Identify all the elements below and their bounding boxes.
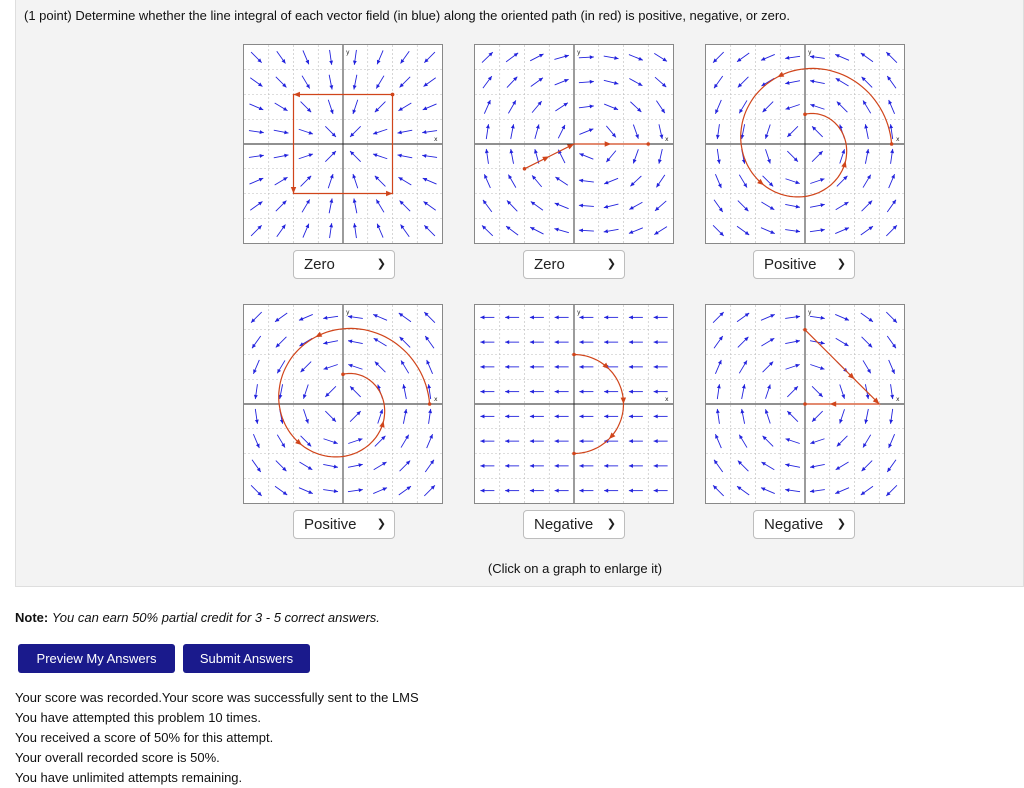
vector-arrowhead xyxy=(330,110,334,114)
vector-arrowhead xyxy=(348,340,352,344)
status-line: Your score was recorded.Your score was successfully sent to the LMS xyxy=(15,690,419,705)
chevron-down-icon: ❯ xyxy=(606,518,616,530)
vector-arrowhead xyxy=(796,229,800,233)
vector-arrowhead xyxy=(629,390,633,394)
vector-arrowhead xyxy=(810,80,814,84)
vector-arrowhead xyxy=(719,208,723,212)
vector-arrowhead xyxy=(309,153,313,157)
vector-arrowhead xyxy=(555,340,559,344)
vector-arrowhead xyxy=(480,414,484,418)
vector-arrowhead xyxy=(404,409,408,413)
vector-arrowhead xyxy=(654,439,658,443)
vector-arrowhead xyxy=(579,228,583,232)
vector-arrowhead xyxy=(785,81,789,85)
vector-arrowhead xyxy=(765,134,769,138)
graph-1-plot xyxy=(244,45,442,243)
y-axis-label: y xyxy=(577,49,581,56)
vector-arrowhead xyxy=(796,315,800,319)
chevron-down-icon: ❯ xyxy=(376,258,386,270)
vector-arrowhead xyxy=(352,110,356,114)
vector-arrowhead xyxy=(654,315,658,319)
vector-arrowhead xyxy=(510,149,514,153)
vector-arrowhead xyxy=(629,489,633,493)
vector-arrowhead xyxy=(785,488,789,492)
vector-arrowhead xyxy=(348,364,352,368)
chevron-down-icon: ❯ xyxy=(606,258,616,270)
vector-arrowhead xyxy=(282,59,286,63)
vector-arrowhead xyxy=(742,384,746,388)
vector-arrowhead xyxy=(505,390,509,394)
vector-arrowhead xyxy=(398,154,402,158)
vector-arrowhead xyxy=(839,419,843,423)
graph-6[interactable] xyxy=(705,304,905,504)
vector-arrowhead xyxy=(260,154,264,158)
vector-arrowhead xyxy=(604,414,608,418)
vector-arrowhead xyxy=(333,440,337,444)
vector-arrowhead xyxy=(399,313,403,317)
path-end-point xyxy=(341,373,345,377)
answer-select-5[interactable] xyxy=(523,510,625,539)
vector-arrowhead xyxy=(820,203,824,207)
graph-2-plot xyxy=(475,45,673,243)
vector-arrowhead xyxy=(555,464,559,468)
path-direction-arrow xyxy=(621,397,626,404)
x-axis-label: x xyxy=(665,136,669,143)
vector-arrowhead xyxy=(795,364,799,368)
vector-arrowhead xyxy=(821,316,825,320)
path-direction-arrow xyxy=(386,191,392,196)
vector-arrowhead xyxy=(480,489,484,493)
vector-arrowhead xyxy=(358,438,362,442)
path-start-point xyxy=(803,328,807,332)
chevron-down-icon: ❯ xyxy=(836,518,846,530)
vector-arrowhead xyxy=(629,414,633,418)
vector-arrowhead xyxy=(890,149,894,153)
vector-arrowhead xyxy=(334,489,338,493)
path-end-point xyxy=(803,402,807,406)
vector-arrowhead xyxy=(505,315,509,319)
vector-arrowhead xyxy=(579,315,583,319)
vector-arrowhead xyxy=(889,420,893,424)
vector-arrowhead xyxy=(579,489,583,493)
vector-arrowhead xyxy=(864,124,868,128)
vector-arrowhead xyxy=(530,414,534,418)
path-end-point xyxy=(572,452,576,456)
x-axis-label: x xyxy=(665,396,669,403)
vector-arrowhead xyxy=(629,365,633,369)
vector-arrowhead xyxy=(530,489,534,493)
vector-arrowhead xyxy=(887,468,891,472)
vector-arrowhead xyxy=(424,202,428,206)
vector-arrowhead xyxy=(654,390,658,394)
vector-arrowhead xyxy=(402,384,406,388)
vector-arrowhead xyxy=(275,318,279,322)
vector-arrowhead xyxy=(716,409,720,413)
vector-arrowhead xyxy=(786,106,790,110)
vector-arrowhead xyxy=(604,340,608,344)
path-start-point xyxy=(572,353,576,357)
vector-arrowhead xyxy=(488,76,492,80)
vector-arrowhead xyxy=(323,316,327,320)
vector-arrowhead xyxy=(820,341,824,345)
question-body: Determine whether the line integral of each vector field (in blue) along the oriented path (in red) is positive, negative, or zero. xyxy=(75,8,790,23)
vector-arrowhead xyxy=(483,200,487,204)
chevron-down-icon: ❯ xyxy=(376,518,386,530)
vector-arrowhead xyxy=(841,394,845,398)
answer-select-4[interactable] xyxy=(293,510,395,539)
vector-arrowhead xyxy=(869,226,873,230)
graph-5[interactable] xyxy=(474,304,674,504)
vector-arrowhead xyxy=(579,414,583,418)
vector-arrowhead xyxy=(796,340,800,344)
note-text: You can earn 50% partial credit for 3 - 5 correct answers. xyxy=(51,610,380,625)
vector-arrowhead xyxy=(353,223,357,227)
vector-arrowhead xyxy=(579,340,583,344)
vector-arrowhead xyxy=(890,395,894,399)
vector-arrowhead xyxy=(329,61,333,65)
question-points: (1 point) xyxy=(24,8,72,23)
vector-arrowhead xyxy=(810,104,814,108)
path-start-point xyxy=(523,167,527,171)
vector-arrowhead xyxy=(785,463,789,467)
vector-arrowhead xyxy=(563,103,567,107)
vector-arrowhead xyxy=(796,205,800,209)
vector-arrowhead xyxy=(555,365,559,369)
vector-arrowhead xyxy=(424,83,428,87)
vector-arrowhead xyxy=(579,365,583,369)
vector-arrowhead xyxy=(635,134,639,138)
path-direction-arrow xyxy=(294,92,300,97)
y-axis-label: y xyxy=(577,309,581,316)
vector-arrowhead xyxy=(352,174,356,178)
vector-arrowhead xyxy=(654,414,658,418)
vector-arrowhead xyxy=(629,464,633,468)
vector-arrowhead xyxy=(329,223,333,227)
vector-arrowhead xyxy=(810,489,814,493)
answer-select-6-value: Negative xyxy=(764,516,824,533)
vector-arrowhead xyxy=(373,131,377,135)
vector-arrowhead xyxy=(866,149,870,153)
answer-select-1-value: Zero xyxy=(304,256,335,273)
vector-arrowhead xyxy=(530,340,534,344)
vector-arrowhead xyxy=(864,419,868,423)
graph-4-plot xyxy=(244,305,442,503)
vector-arrowhead xyxy=(359,488,363,492)
vector-arrowhead xyxy=(555,489,559,493)
vector-arrowhead xyxy=(633,159,637,163)
vector-arrowhead xyxy=(480,439,484,443)
vector-arrowhead xyxy=(604,205,608,209)
vector-arrowhead xyxy=(480,315,484,319)
vector-arrowhead xyxy=(358,463,362,467)
vector-arrowhead xyxy=(719,336,723,340)
vector-arrowhead xyxy=(373,153,377,157)
status-line: Your overall recorded score is 50%. xyxy=(15,750,220,765)
vector-arrowhead xyxy=(717,160,721,164)
vector-arrowhead xyxy=(258,202,262,206)
vector-arrowhead xyxy=(284,130,288,134)
vector-arrowhead xyxy=(258,83,262,87)
vector-arrowhead xyxy=(861,491,865,495)
vector-arrowhead xyxy=(486,124,490,128)
vector-arrowhead xyxy=(505,414,509,418)
score-status xyxy=(15,688,419,788)
vector-arrowhead xyxy=(654,365,658,369)
vector-arrowhead xyxy=(257,468,261,472)
vector-arrowhead xyxy=(869,318,873,322)
vector-arrowhead xyxy=(539,78,543,82)
vector-arrowhead xyxy=(604,464,608,468)
status-line: You received a score of 50% for this attempt. xyxy=(15,730,274,745)
vector-arrowhead xyxy=(866,395,870,399)
vector-arrowhead xyxy=(810,465,814,469)
graph-6-plot xyxy=(706,305,904,503)
path-end-point xyxy=(803,113,807,117)
vector-arrowhead xyxy=(505,489,509,493)
answer-select-2-value: Zero xyxy=(534,256,565,273)
vector-arrowhead xyxy=(284,154,288,158)
vector-arrowhead xyxy=(505,340,509,344)
vector-arrowhead xyxy=(353,61,357,65)
vector-arrowhead xyxy=(530,464,534,468)
vector-arrowhead xyxy=(604,390,608,394)
vector-arrowhead xyxy=(604,229,608,233)
x-axis-label: x xyxy=(434,136,438,143)
vector-arrowhead xyxy=(480,365,484,369)
vector-arrowhead xyxy=(604,315,608,319)
vector-arrowhead xyxy=(590,55,594,59)
status-line: You have unlimited attempts remaining. xyxy=(15,770,243,785)
chevron-down-icon: ❯ xyxy=(836,258,846,270)
vector-arrowhead xyxy=(714,84,718,88)
vector-arrowhead xyxy=(353,85,357,89)
vector-arrowhead xyxy=(737,58,741,62)
enlarge-hint: (Click on a graph to enlarge it) xyxy=(487,561,663,576)
vector-arrowhead xyxy=(505,365,509,369)
path-start-point xyxy=(890,142,894,146)
vector-arrowhead xyxy=(614,56,618,60)
vector-arrowhead xyxy=(795,180,799,184)
answer-select-2[interactable] xyxy=(523,250,625,279)
vector-arrowhead xyxy=(353,199,357,203)
vector-arrowhead xyxy=(430,460,434,464)
vector-arrowhead xyxy=(714,460,718,464)
question-text xyxy=(24,8,790,23)
submit-answers-button[interactable]: Submit Answers xyxy=(183,644,310,673)
vector-arrowhead xyxy=(590,80,594,84)
x-axis-label: x xyxy=(896,136,900,143)
vector-arrowhead xyxy=(654,464,658,468)
y-axis-label: y xyxy=(808,309,812,316)
path-end-point xyxy=(646,142,650,146)
note-label: Note: xyxy=(15,610,49,625)
vector-arrowhead xyxy=(283,491,287,495)
vector-arrowhead xyxy=(282,225,286,229)
vector-arrowhead xyxy=(820,366,824,370)
partial-credit-note xyxy=(15,610,380,625)
vector-arrowhead xyxy=(579,439,583,443)
vector-arrowhead xyxy=(629,315,633,319)
vector-arrowhead xyxy=(401,59,405,63)
vector-arrowhead xyxy=(614,81,618,85)
vector-arrowhead xyxy=(810,440,814,444)
preview-answers-button[interactable]: Preview My Answers xyxy=(18,644,175,673)
x-axis-label: x xyxy=(896,396,900,403)
answer-select-6[interactable] xyxy=(753,510,855,539)
vector-arrowhead xyxy=(716,135,720,139)
vector-arrowhead xyxy=(661,109,665,113)
vector-arrowhead xyxy=(861,53,865,57)
vector-arrowhead xyxy=(658,159,662,163)
vector-arrowhead xyxy=(303,394,307,398)
answer-select-3-value: Positive xyxy=(764,256,817,273)
vector-arrowhead xyxy=(892,344,896,348)
vector-arrowhead xyxy=(579,204,583,208)
path-direction-arrow xyxy=(830,401,836,406)
vector-arrowhead xyxy=(887,76,891,80)
vector-arrowhead xyxy=(324,366,328,370)
vector-arrowhead xyxy=(334,465,338,469)
y-axis-label: y xyxy=(808,49,812,56)
vector-arrowhead xyxy=(555,177,559,181)
vector-arrowhead xyxy=(254,395,258,399)
vector-arrowhead xyxy=(745,313,749,317)
vector-arrowhead xyxy=(654,340,658,344)
vector-arrowhead xyxy=(422,130,426,134)
vector-arrowhead xyxy=(656,183,660,187)
vector-arrowhead xyxy=(309,131,313,135)
graph-4[interactable] xyxy=(243,304,443,504)
path-direction-arrow xyxy=(291,187,296,193)
graph-3-plot xyxy=(706,45,904,243)
vector-arrowhead xyxy=(654,489,658,493)
vector-arrowhead xyxy=(659,135,663,139)
vector-arrowhead xyxy=(530,439,534,443)
vector-arrowhead xyxy=(555,390,559,394)
vector-arrowhead xyxy=(407,486,411,490)
vector-arrowhead xyxy=(480,340,484,344)
vector-arrowhead xyxy=(398,130,402,134)
path-start-point xyxy=(428,402,432,406)
vector-arrowhead xyxy=(480,464,484,468)
vector-arrowhead xyxy=(505,439,509,443)
vector-arrowhead xyxy=(555,439,559,443)
vector-arrowhead xyxy=(786,438,790,442)
graph-5-plot xyxy=(475,305,673,503)
vector-arrowhead xyxy=(531,201,535,205)
vector-arrowhead xyxy=(889,124,893,128)
graph-1[interactable] xyxy=(243,44,443,244)
vector-arrowhead xyxy=(892,200,896,204)
y-axis-label: y xyxy=(346,49,350,56)
vector-arrowhead xyxy=(428,409,432,413)
vector-arrowhead xyxy=(427,384,431,388)
vector-arrowhead xyxy=(737,486,741,490)
vector-arrowhead xyxy=(767,385,771,389)
vector-arrowhead xyxy=(604,489,608,493)
vector-arrowhead xyxy=(514,53,518,57)
vector-arrowhead xyxy=(422,154,426,158)
vector-arrowhead xyxy=(765,409,769,413)
vector-arrowhead xyxy=(741,409,745,413)
vector-arrowhead xyxy=(530,365,534,369)
answer-select-4-value: Positive xyxy=(304,516,357,533)
vector-arrowhead xyxy=(480,390,484,394)
answer-select-1[interactable] xyxy=(293,250,395,279)
vector-arrowhead xyxy=(511,124,515,128)
status-line: You have attempted this problem 10 times. xyxy=(15,710,261,725)
vector-arrowhead xyxy=(330,174,334,178)
y-axis-label: y xyxy=(346,309,350,316)
vector-arrowhead xyxy=(401,225,405,229)
vector-arrowhead xyxy=(305,419,309,423)
vector-arrowhead xyxy=(820,178,824,182)
vector-arrowhead xyxy=(425,336,429,340)
path-direction-arrow xyxy=(605,141,611,146)
vector-arrowhead xyxy=(717,384,721,388)
vector-arrowhead xyxy=(555,414,559,418)
vector-arrowhead xyxy=(530,315,534,319)
path-end-point xyxy=(391,93,395,97)
graph-2[interactable] xyxy=(474,44,674,244)
answer-select-5-value: Negative xyxy=(534,516,594,533)
answer-select-3[interactable] xyxy=(753,250,855,279)
vector-arrowhead xyxy=(379,409,383,413)
vector-arrowhead xyxy=(255,420,259,424)
vector-arrowhead xyxy=(579,464,583,468)
vector-arrowhead xyxy=(485,149,489,153)
vector-arrowhead xyxy=(252,344,256,348)
vector-arrowhead xyxy=(329,199,333,203)
vector-arrowhead xyxy=(785,56,789,60)
x-axis-label: x xyxy=(434,396,438,403)
vector-arrowhead xyxy=(767,159,771,163)
vector-arrowhead xyxy=(506,226,510,230)
vector-arrowhead xyxy=(505,464,509,468)
vector-arrowhead xyxy=(629,439,633,443)
vector-arrowhead xyxy=(841,149,845,153)
vector-arrowhead xyxy=(555,315,559,319)
vector-arrowhead xyxy=(629,340,633,344)
vector-arrowhead xyxy=(530,390,534,394)
vector-arrowhead xyxy=(329,85,333,89)
vector-arrowhead xyxy=(745,231,749,235)
vector-arrowhead xyxy=(821,228,825,232)
vector-arrowhead xyxy=(323,341,327,345)
graph-3[interactable] xyxy=(705,44,905,244)
vector-arrowhead xyxy=(260,130,264,134)
vector-arrowhead xyxy=(579,390,583,394)
